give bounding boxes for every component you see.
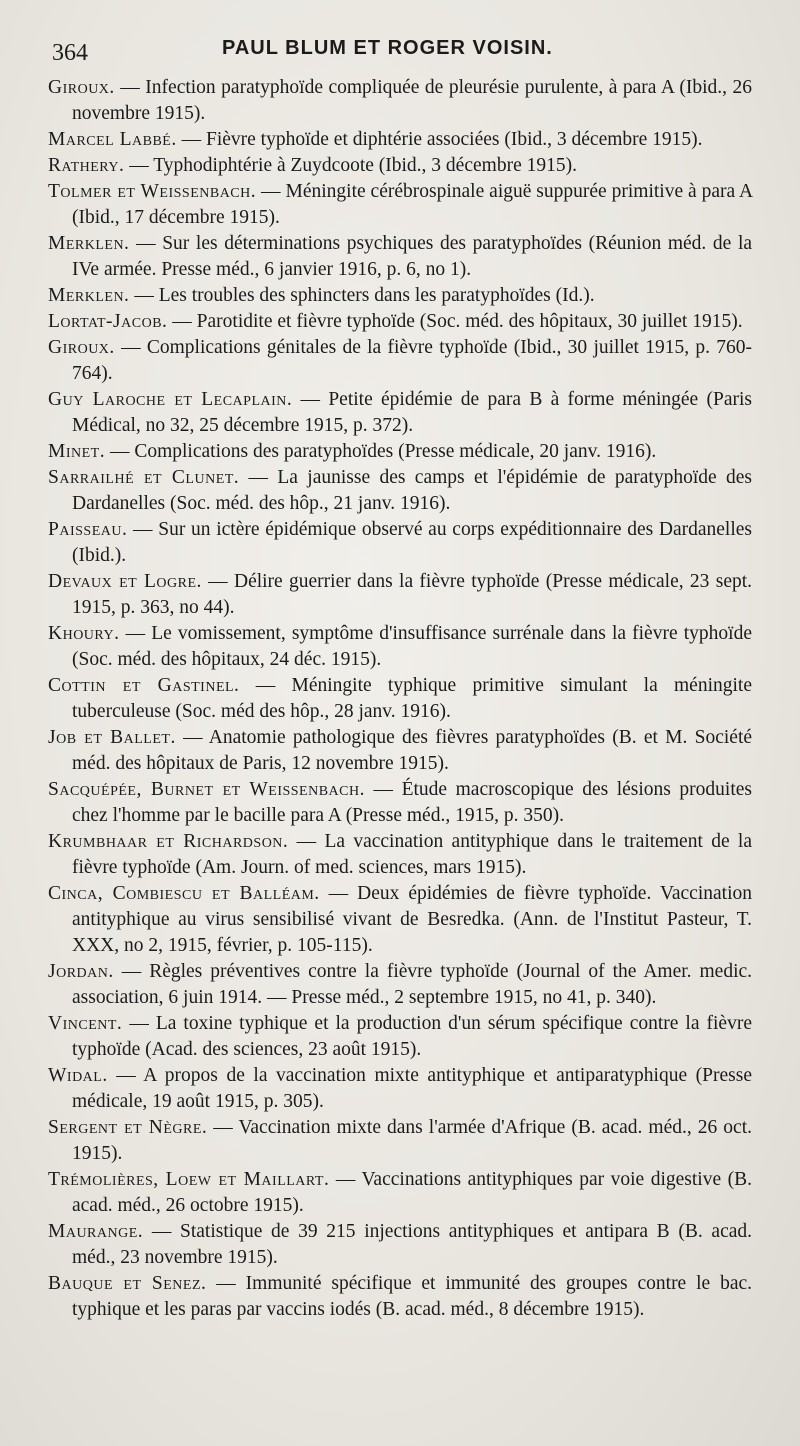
entry-separator: — [365,779,402,800]
entry-separator: — [175,727,209,748]
bibliography-entry [48,725,752,777]
page-header [0,32,800,72]
entry-separator: — [113,961,150,982]
entry-separator: — [122,1013,156,1034]
entry-separator: — [129,285,159,306]
bibliography-entry [48,1219,752,1271]
entry-source: (Id.). [555,285,595,306]
entry-title: Immunité spécifique et immunité des groupes contre le bac. typhique et les paras par vaccins iodés [72,1273,752,1320]
entry-author: Merklen. [48,233,130,254]
entry-source: (Acad. des sciences, 23 août 1915). [145,1039,422,1060]
entry-title: Délire guerrier dans la fièvre typhoïde [233,571,540,592]
entry-source: (B. acad. méd., 26 oct. 1915). [72,1117,752,1164]
bibliography-entry [48,75,752,127]
entry-separator: — [319,883,358,904]
entry-separator: — [239,675,292,696]
entry-title: Méningite typhique primitive simulant la méningite tuberculeuse [72,675,752,722]
entry-separator: — [206,1273,246,1294]
entry-source: (Presse médicale, 20 janv. 1916). [398,441,657,462]
entry-title: Étude macroscopique des lésions produites chez l'homme par le bacille para A [72,779,753,826]
entry-source: (Presse médicale, 19 août 1915, p. 305). [72,1065,752,1112]
entry-title: Méningite cérébrospinale aiguë suppurée primitive à para A [285,181,753,202]
entry-author: Jordan. [48,961,114,982]
entry-title: Complications génitales de la fièvre typhoïde [146,337,508,358]
entry-separator: — [143,1221,181,1242]
entry-title: Parotidite et fièvre typhoïde [196,311,415,332]
entry-title: Deux épidémies de fièvre typhoïde. Vaccination antityphique au virus sensibilisé vivant de Besredka. [72,883,752,930]
entry-author: Paisseau. [48,519,128,540]
entry-source: (Soc. méd. des hôp., 21 janv. 1916). [170,493,451,514]
bibliography-entry [48,1115,752,1167]
entry-source: (B. acad. méd., 8 décembre 1915). [375,1299,645,1320]
entry-author: Rathery. [48,155,125,176]
entry-source: (Ibid., 17 décembre 1915). [72,207,280,228]
entry-source: (Ibid., 30 juillet 1915, p. 760-764). [72,337,753,384]
entry-separator: — [207,1117,239,1138]
entry-title: Sur les déterminations psychiques des paratyphoïdes [162,233,583,254]
entry-separator: — [127,519,159,540]
entry-source: (Réunion méd. de la IVe armée. Presse méd., 6 janvier 1916, p. 6, no 1). [72,233,753,280]
entry-separator: — [292,389,329,410]
bibliography-entry [48,179,752,231]
entry-author: Sarrailhé et Clunet. [48,467,240,488]
entry-source: (Soc. méd des hôp., 28 janv. 1916). [175,701,451,722]
entry-source: (Am. Journ. of med. sciences, mars 1915). [195,857,527,878]
entry-title: Sur un ictère épidémique observé au corps expéditionnaire des Dardanelles [158,519,752,540]
bibliography-entry [48,881,752,959]
entry-source: (Ibid.). [72,545,127,566]
bibliography-entry [48,673,752,725]
entry-separator: — [119,623,152,644]
entry-source: (Ibid., 3 décembre 1915). [504,129,703,150]
entry-author: Trémolières, Loew et Maillart. [48,1169,330,1190]
entry-author: Krumbhaar et Richardson. [48,831,289,852]
entry-source: (Paris Médical, no 32, 25 décembre 1915, p. 372). [72,389,753,436]
entry-source: (B. acad. méd., 23 novembre 1915). [72,1221,753,1268]
entry-author: Widal. [48,1065,108,1086]
bibliography-entry [48,439,752,465]
entry-separator: — [167,311,197,332]
bibliography-entry [48,959,752,1011]
entry-author: Tolmer et Weissenbach. [48,181,257,202]
entry-author: Cinca, Combiescu et Balléam. [48,883,320,904]
entry-source: (B. et M. Société méd. des hôpitaux de Paris, 12 novembre 1915). [72,727,753,774]
bibliography-entry [48,517,752,569]
bibliography-entry [48,309,752,335]
bibliography-list [48,75,752,1323]
entry-separator: — [124,155,154,176]
bibliography-entry [48,387,752,439]
entry-separator: — [176,129,206,150]
entry-author: Lortat-Jacob. [48,311,168,332]
entry-separator: — [329,1169,362,1190]
entry-title: Petite épidémie de para B à forme méningée [328,389,699,410]
entry-author: Sacquépée, Burnet et Weissenbach. [48,779,365,800]
entry-source: (Journal of the Amer. medic. association, 6 juin 1914. — Presse méd., 2 septembre 1915, no 41, p. 340). [72,961,753,1008]
entry-title: Infection paratyphoïde compliquée de pleurésie purulente, à para A [145,77,674,98]
entry-author: Giroux. [48,77,115,98]
entry-separator: — [201,571,234,592]
bibliography-entry [48,335,752,387]
bibliography-entry [48,153,752,179]
entry-separator: — [114,77,146,98]
bibliography-entry [48,1011,752,1063]
entry-source: (B. acad. méd., 26 octobre 1915). [72,1169,753,1216]
entry-title: Complications des paratyphoïdes [134,441,394,462]
entry-source: (Presse méd., 1915, p. 350). [345,805,564,826]
entry-title: Statistique de 39 215 injections antityphiques et antipara B [180,1221,670,1242]
bibliography-entry [48,127,752,153]
bibliography-entry [48,621,752,673]
entry-author: Sergent et Nègre. [48,1117,208,1138]
bibliography-entry [48,1271,752,1323]
bibliography-entry [48,569,752,621]
entry-author: Cottin et Gastinel. [48,675,240,696]
entry-author: Marcel Labbé. [48,129,177,150]
entry-author: Guy Laroche et Lecaplain. [48,389,293,410]
entry-title: Le vomissement, symptôme d'insuffisance surrénale dans la fièvre typhoïde [151,623,752,644]
entry-source: (Presse médicale, 23 sept. 1915, p. 363, no 44). [72,571,753,618]
entry-title: Règles préventives contre la fièvre typhoïde [149,961,509,982]
entry-separator: — [288,831,325,852]
entry-author: Merklen. [48,285,130,306]
page-number: 364 [52,40,88,66]
bibliography-entry [48,283,752,309]
entry-title: A propos de la vaccination mixte antityphique et antiparatyphique [143,1065,688,1086]
entry-separator: — [129,233,163,254]
bibliography-entry [48,465,752,517]
entry-title: La jaunisse des camps et l'épidémie de paratyphoïde des Dardanelles [72,467,752,514]
entry-source: (Soc. méd. des hôpitaux, 24 déc. 1915). [72,649,382,670]
running-title: PAUL BLUM ET ROGER VOISIN. [222,37,553,59]
entry-separator: — [256,181,286,202]
entry-author: Devaux et Logre. [48,571,202,592]
entry-author: Maurange. [48,1221,144,1242]
entry-source: (Ibid., 26 novembre 1915). [72,77,753,124]
entry-title: La toxine typhique et la production d'un sérum spécifique contre la fièvre typhoïde [72,1013,752,1060]
entry-source: (Ibid., 3 décembre 1915). [378,155,577,176]
bibliography-entry [48,231,752,283]
entry-title: Typhodiphtérie à Zuydcoote [153,155,374,176]
entry-separator: — [114,337,147,358]
entry-author: Bauque et Senez. [48,1273,207,1294]
bibliography-entry [48,829,752,881]
entry-separator: — [239,467,278,488]
entry-source: (Ann. de l'Institut Pasteur, T. XXX, no 2, 1915, février, p. 105-115). [72,909,753,956]
entry-author: Job et Ballet. [48,727,176,748]
entry-title: Les troubles des sphincters dans les paratyphoïdes [158,285,551,306]
bibliography-entry [48,777,752,829]
entry-author: Minet. [48,441,106,462]
entry-title: Fièvre typhoïde et diphtérie associées [205,129,500,150]
entry-title: Anatomie pathologique des fièvres paratyphoïdes [208,727,605,748]
entry-separator: — [107,1065,144,1086]
bibliography-entry [48,1167,752,1219]
entry-source: (Soc. méd. des hôpitaux, 30 juillet 1915). [419,311,743,332]
entry-author: Khoury. [48,623,120,644]
entry-title: Vaccinations antityphiques par voie digestive [361,1169,722,1190]
entry-title: Vaccination mixte dans l'armée d'Afrique [238,1117,566,1138]
entry-title: La vaccination antityphique dans le traitement de la fièvre typhoïde [72,831,752,878]
bibliography-entry [48,1063,752,1115]
entry-author: Giroux. [48,337,115,358]
entry-separator: — [105,441,135,462]
entry-author: Vincent. [48,1013,123,1034]
